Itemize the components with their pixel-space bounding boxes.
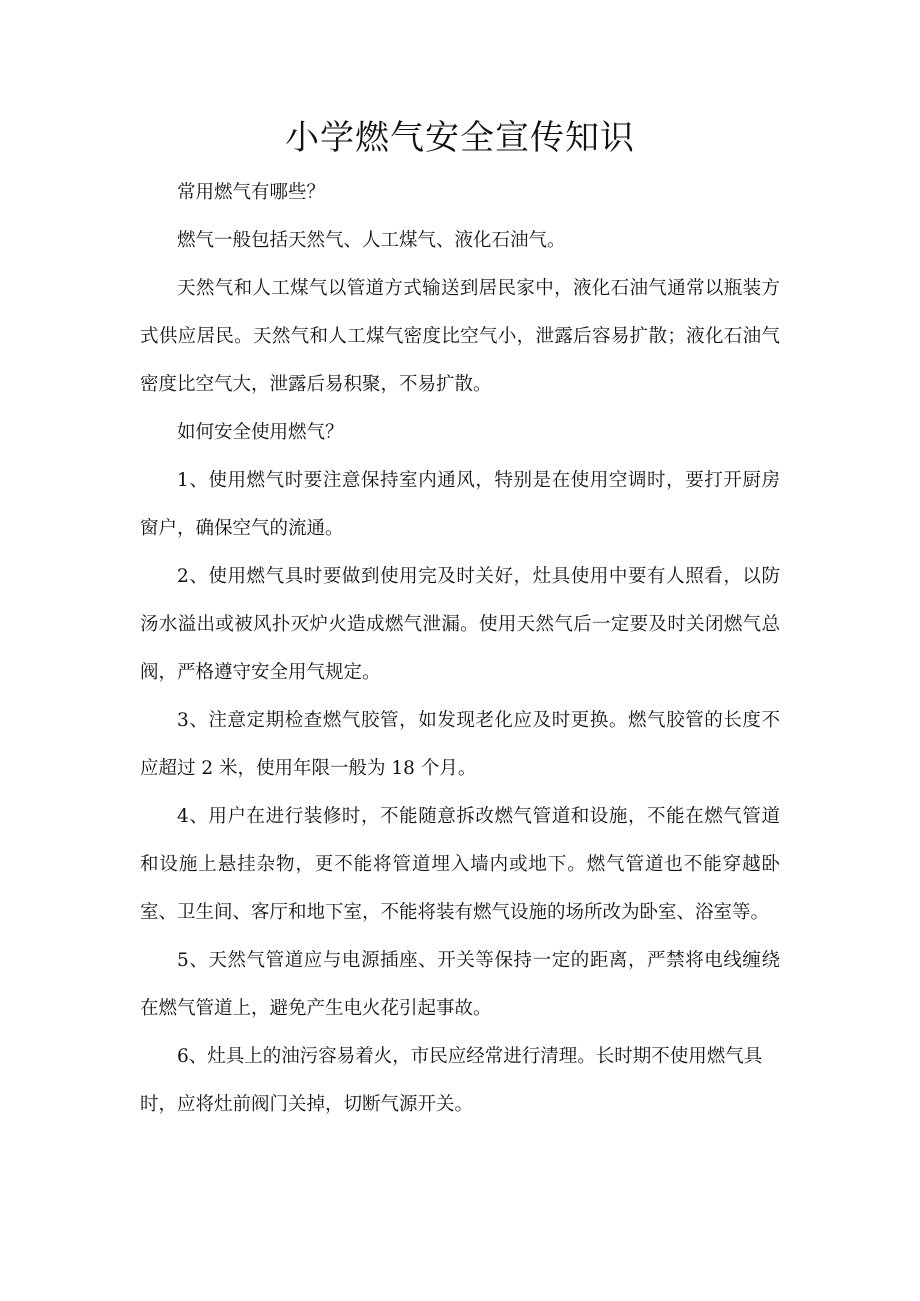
question-heading-gas-types: 常用燃气有哪些？ xyxy=(177,182,326,203)
safety-tip-1: 1、使用燃气时要注意保持室内通风，特别是在使用空调时，要打开厨房窗户，确保空气的流通。 xyxy=(140,470,780,539)
safety-tip-4: 4、用户在进行装修时，不能随意拆改燃气管道和设施，不能在燃气管道和设施上悬挂杂物，更不能将管道埋入墙内或地下。燃气管道也不能穿越卧室、卫生间、客厅和地下室，不能将装有燃气设施的场所改为卧室、浴室等。 xyxy=(140,806,780,923)
question-heading-safe-use: 如何安全使用燃气？ xyxy=(177,422,344,443)
safety-tip-3: 3、注意定期检查燃气胶管，如发现老化应及时更换。燃气胶管的长度不应超过 2 米，使用年限一般为 18 个月。 xyxy=(140,710,780,779)
document-body xyxy=(140,169,780,1129)
document-title: 小学燃气安全宣传知识 xyxy=(285,118,635,158)
safety-tip-2: 2、使用燃气具时要做到使用完及时关好，灶具使用中要有人照看，以防汤水溢出或被风扑灭炉火造成燃气泄漏。使用天然气后一定要及时关闭燃气总阀，严格遵守安全用气规定。 xyxy=(140,566,780,683)
safety-tip-6: 6、灶具上的油污容易着火，市民应经常进行清理。长时期不使用燃气具时，应将灶前阀门关掉，切断气源开关。 xyxy=(140,1046,763,1115)
paragraph-gas-supply: 天然气和人工煤气以管道方式输送到居民家中，液化石油气通常以瓶装方式供应居民。天然气和人工煤气密度比空气小，泄露后容易扩散；液化石油气密度比空气大，泄露后易积聚，不易扩散。 xyxy=(140,278,780,395)
safety-tip-5: 5、天然气管道应与电源插座、开关等保持一定的距离，严禁将电线缠绕在燃气管道上，避免产生电火花引起事故。 xyxy=(140,950,780,1019)
paragraph-gas-types: 燃气一般包括天然气、人工煤气、液化石油气。 xyxy=(177,230,566,251)
